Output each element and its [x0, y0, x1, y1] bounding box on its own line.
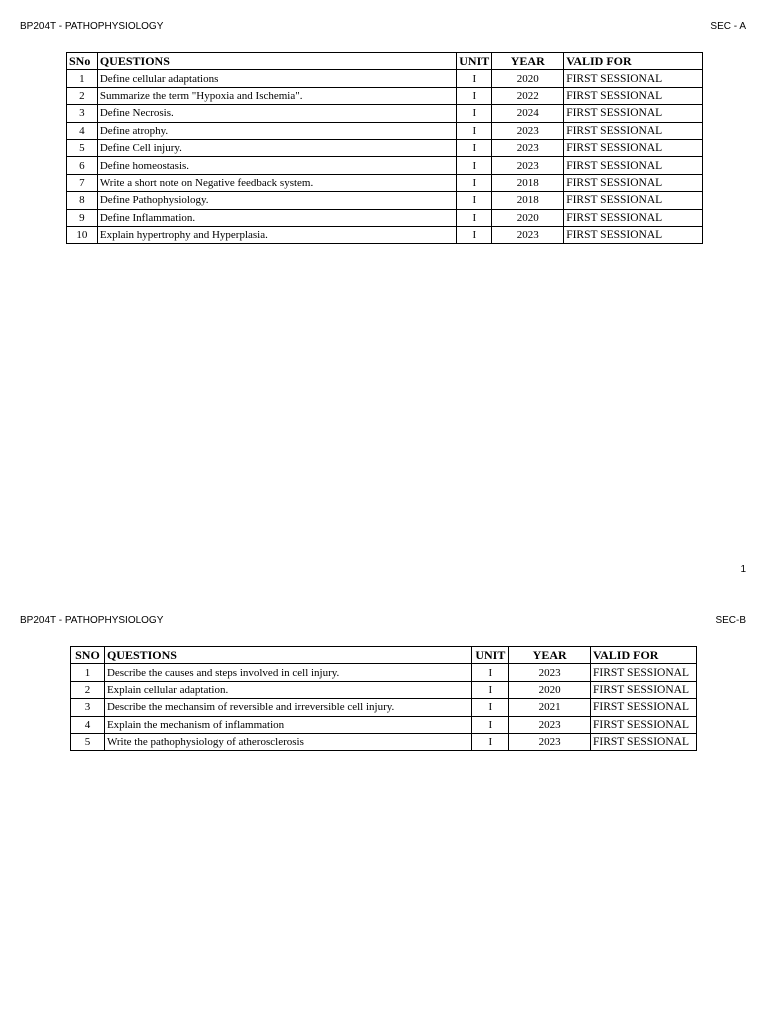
cell-question: Define cellular adaptations: [97, 70, 456, 87]
cell-question: Summarize the term "Hypoxia and Ischemia".: [97, 87, 456, 104]
cell-question: Define Necrosis.: [97, 105, 456, 122]
cell-sno: 8: [67, 192, 98, 209]
cell-year: 2024: [492, 105, 564, 122]
cell-valid-for: FIRST SESSIONAL: [564, 174, 703, 191]
cell-question: Write a short note on Negative feedback system.: [97, 174, 456, 191]
col-header-year: YEAR: [509, 647, 591, 664]
cell-question: Define Cell injury.: [97, 139, 456, 156]
cell-unit: I: [472, 716, 509, 733]
cell-sno: 2: [67, 87, 98, 104]
cell-valid-for: FIRST SESSIONAL: [564, 139, 703, 156]
col-header-unit: UNIT: [457, 53, 492, 70]
col-header-questions: QUESTIONS: [97, 53, 456, 70]
cell-valid-for: FIRST SESSIONAL: [564, 105, 703, 122]
table-row: [67, 87, 703, 104]
cell-year: 2023: [492, 226, 564, 243]
table-row: [71, 681, 697, 698]
table-row: [67, 70, 703, 87]
col-header-unit: UNIT: [472, 647, 509, 664]
cell-unit: I: [457, 192, 492, 209]
cell-year: 2023: [509, 716, 591, 733]
table-row: [67, 157, 703, 174]
cell-year: 2022: [492, 87, 564, 104]
cell-question: Write the pathophysiology of atherosclerosis: [104, 733, 471, 750]
cell-year: 2020: [492, 70, 564, 87]
cell-year: 2018: [492, 192, 564, 209]
table-body: [67, 70, 703, 244]
table-row: [67, 226, 703, 243]
cell-question: Define homeostasis.: [97, 157, 456, 174]
cell-question: Explain hypertrophy and Hyperplasia.: [97, 226, 456, 243]
cell-unit: I: [457, 70, 492, 87]
cell-year: 2023: [492, 139, 564, 156]
col-header-questions: QUESTIONS: [104, 647, 471, 664]
table-row: [71, 716, 697, 733]
cell-unit: I: [457, 209, 492, 226]
page2-course-title: BP204T - PATHOPHYSIOLOGY: [20, 615, 164, 626]
cell-sno: 5: [71, 733, 105, 750]
table-row: [67, 209, 703, 226]
cell-question: Define Pathophysiology.: [97, 192, 456, 209]
table-body: [71, 664, 697, 751]
cell-question: Define Inflammation.: [97, 209, 456, 226]
cell-valid-for: FIRST SESSIONAL: [564, 157, 703, 174]
page1-section-label: SEC - A: [710, 21, 746, 32]
cell-year: 2023: [509, 733, 591, 750]
table-row: [71, 733, 697, 750]
section-a-question-table: [66, 52, 703, 244]
cell-year: 2023: [509, 664, 591, 681]
table-row: [71, 664, 697, 681]
table-row: [71, 699, 697, 716]
cell-question: Explain the mechanism of inflammation: [104, 716, 471, 733]
cell-unit: I: [457, 87, 492, 104]
cell-unit: I: [457, 122, 492, 139]
cell-unit: I: [472, 681, 509, 698]
cell-valid-for: FIRST SESSIONAL: [564, 87, 703, 104]
cell-unit: I: [457, 226, 492, 243]
cell-sno: 5: [67, 139, 98, 156]
table-row: [67, 192, 703, 209]
cell-unit: I: [472, 733, 509, 750]
cell-year: 2021: [509, 699, 591, 716]
cell-sno: 6: [67, 157, 98, 174]
cell-sno: 3: [67, 105, 98, 122]
cell-valid-for: FIRST SESSIONAL: [591, 664, 697, 681]
cell-sno: 1: [67, 70, 98, 87]
cell-year: 2018: [492, 174, 564, 191]
col-header-valid-for: VALID FOR: [564, 53, 703, 70]
cell-valid-for: FIRST SESSIONAL: [564, 192, 703, 209]
cell-valid-for: FIRST SESSIONAL: [591, 681, 697, 698]
table-row: [67, 139, 703, 156]
cell-sno: 10: [67, 226, 98, 243]
cell-valid-for: FIRST SESSIONAL: [591, 699, 697, 716]
cell-unit: I: [457, 157, 492, 174]
page-number: 1: [740, 564, 746, 575]
cell-question: Describe the mechansim of reversible and irreversible cell injury.: [104, 699, 471, 716]
cell-question: Define atrophy.: [97, 122, 456, 139]
cell-year: 2023: [492, 157, 564, 174]
table-row: [67, 122, 703, 139]
cell-sno: 1: [71, 664, 105, 681]
table-header-row: [67, 53, 703, 70]
cell-sno: 4: [71, 716, 105, 733]
cell-valid-for: FIRST SESSIONAL: [591, 716, 697, 733]
cell-unit: I: [457, 174, 492, 191]
cell-valid-for: FIRST SESSIONAL: [564, 70, 703, 87]
page2-section-label: SEC-B: [715, 615, 746, 626]
cell-question: Describe the causes and steps involved in cell injury.: [104, 664, 471, 681]
table-row: [67, 105, 703, 122]
cell-unit: I: [457, 105, 492, 122]
page1-course-title: BP204T - PATHOPHYSIOLOGY: [20, 21, 164, 32]
cell-year: 2020: [509, 681, 591, 698]
cell-sno: 9: [67, 209, 98, 226]
table-header-row: [71, 647, 697, 664]
cell-sno: 3: [71, 699, 105, 716]
section-b-question-table: [70, 646, 697, 751]
table-row: [67, 174, 703, 191]
cell-year: 2023: [492, 122, 564, 139]
cell-unit: I: [457, 139, 492, 156]
cell-valid-for: FIRST SESSIONAL: [591, 733, 697, 750]
cell-question: Explain cellular adaptation.: [104, 681, 471, 698]
cell-unit: I: [472, 664, 509, 681]
cell-year: 2020: [492, 209, 564, 226]
cell-sno: 7: [67, 174, 98, 191]
cell-sno: 2: [71, 681, 105, 698]
cell-valid-for: FIRST SESSIONAL: [564, 226, 703, 243]
cell-sno: 4: [67, 122, 98, 139]
cell-valid-for: FIRST SESSIONAL: [564, 122, 703, 139]
col-header-year: YEAR: [492, 53, 564, 70]
col-header-valid-for: VALID FOR: [591, 647, 697, 664]
cell-valid-for: FIRST SESSIONAL: [564, 209, 703, 226]
col-header-sno: SNo: [67, 53, 98, 70]
cell-unit: I: [472, 699, 509, 716]
col-header-sno: SNO: [71, 647, 105, 664]
